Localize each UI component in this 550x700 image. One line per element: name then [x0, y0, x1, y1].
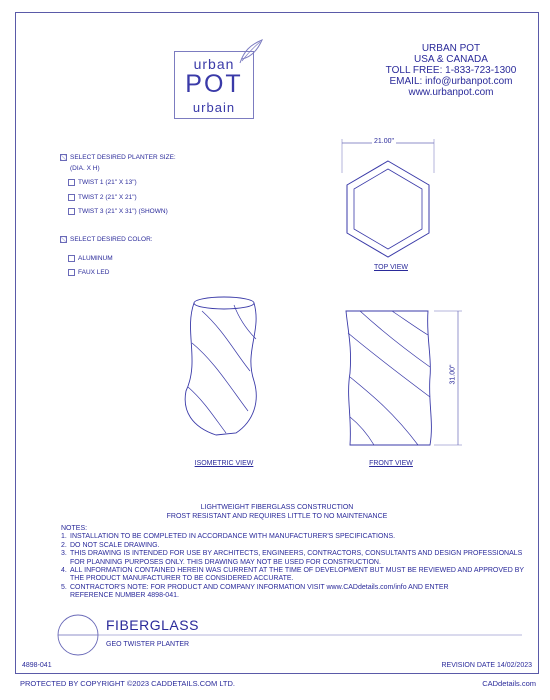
isometric-view-drawing: [174, 291, 274, 451]
color-heading: SELECT DESIRED COLOR:: [70, 236, 153, 244]
company-name: URBAN POT: [421, 43, 481, 54]
color-option-2-checkbox[interactable]: [68, 269, 75, 276]
top-view-drawing: [334, 133, 444, 263]
reference-number: 4898-041: [22, 662, 52, 669]
caddetails-link[interactable]: CADdetails.com: [482, 679, 536, 688]
leaf-icon: [236, 37, 266, 65]
note-row: 5. CONTRACTOR'S NOTE: FOR PRODUCT AND COMPANY INFORMATION VISIT www.CADdetails.com/info AND ENTER: [61, 583, 449, 591]
size-option-3[interactable]: TWIST 3 (21" X 31") (SHOWN): [68, 208, 168, 215]
subtitle: GEO TWISTER PLANTER: [106, 641, 190, 648]
color-option-1[interactable]: ALUMINUM: [68, 255, 113, 262]
note-row: 2. DO NOT SCALE DRAWING.: [61, 541, 160, 549]
front-view-height-dimension: 31.00": [449, 364, 457, 385]
isometric-view-label: ISOMETRIC VIEW: [194, 460, 254, 467]
logo-line-3: urbain: [192, 100, 236, 115]
copyright-text: PROTECTED BY COPYRIGHT ©2023 CADDETAILS.COM LTD.: [20, 679, 236, 688]
logo-line-1: urban: [193, 56, 235, 72]
color-option-2[interactable]: FAUX LED: [68, 269, 109, 276]
size-option-1[interactable]: TWIST 1 (21" X 13"): [68, 179, 137, 186]
construction-line-2: FROST RESISTANT AND REQUIRES LITTLE TO NO MAINTENANCE: [166, 513, 388, 520]
note-row: 4. ALL INFORMATION CONTAINED HEREIN WAS CURRENT AT THE TIME OF DEVELOPMENT BUT MUST BE REVIEWED AND APPROVED BY: [61, 567, 525, 575]
size-option-2-checkbox[interactable]: [68, 194, 75, 201]
size-option-3-checkbox[interactable]: [68, 208, 75, 215]
email: EMAIL: info@urbanpot.com: [389, 76, 513, 87]
logo-line-2: POT: [185, 70, 243, 98]
title: FIBERGLASS: [106, 617, 199, 633]
size-subheading: (DIA. X H): [70, 165, 100, 172]
construction-line-1: LIGHTWEIGHT FIBERGLASS CONSTRUCTION: [200, 504, 354, 511]
size-heading: SELECT DESIRED PLANTER SIZE:: [70, 154, 176, 162]
region: USA & CANADA: [414, 54, 488, 65]
notes-block: [61, 525, 524, 601]
color-heading-checkbox[interactable]: [60, 236, 67, 243]
drawing-sheet: [15, 12, 539, 674]
color-heading-row: [60, 236, 153, 243]
top-view-width-dimension: 21.00": [374, 138, 395, 145]
size-option-2[interactable]: TWIST 2 (21" X 21"): [68, 194, 137, 201]
size-heading-row: [60, 154, 176, 161]
website: www.urbanpot.com: [408, 87, 494, 98]
note-row: THE PRODUCT MANUFACTURER TO BE CONSIDERED ACCURATE.: [70, 575, 294, 583]
top-view-label: TOP VIEW: [374, 264, 408, 271]
note-row: FOR PLANNING PURPOSES ONLY. THIS DRAWING MAY NOT BE USED FOR CONSTRUCTION.: [70, 558, 381, 566]
toll-free: TOLL FREE: 1-833-723-1300: [385, 65, 517, 76]
contact-block: [361, 43, 541, 98]
note-row: 1. INSTALLATION TO BE COMPLETED IN ACCORDANCE WITH MANUFACTURER'S SPECIFICATIONS.: [61, 533, 396, 541]
notes-heading: NOTES:: [61, 525, 88, 532]
size-option-1-checkbox[interactable]: [68, 179, 75, 186]
color-option-1-checkbox[interactable]: [68, 255, 75, 262]
note-row: 3. THIS DRAWING IS INTENDED FOR USE BY ARCHITECTS, ENGINEERS, CONTRACTORS, CONSULTANTS AND DESIGN PROFESSIONALS: [61, 550, 523, 558]
revision-date: REVISION DATE 14/02/2023: [441, 662, 532, 669]
front-view-label: FRONT VIEW: [369, 460, 413, 467]
size-heading-checkbox[interactable]: [60, 154, 67, 161]
note-row: REFERENCE NUMBER 4898-041.: [70, 592, 179, 600]
